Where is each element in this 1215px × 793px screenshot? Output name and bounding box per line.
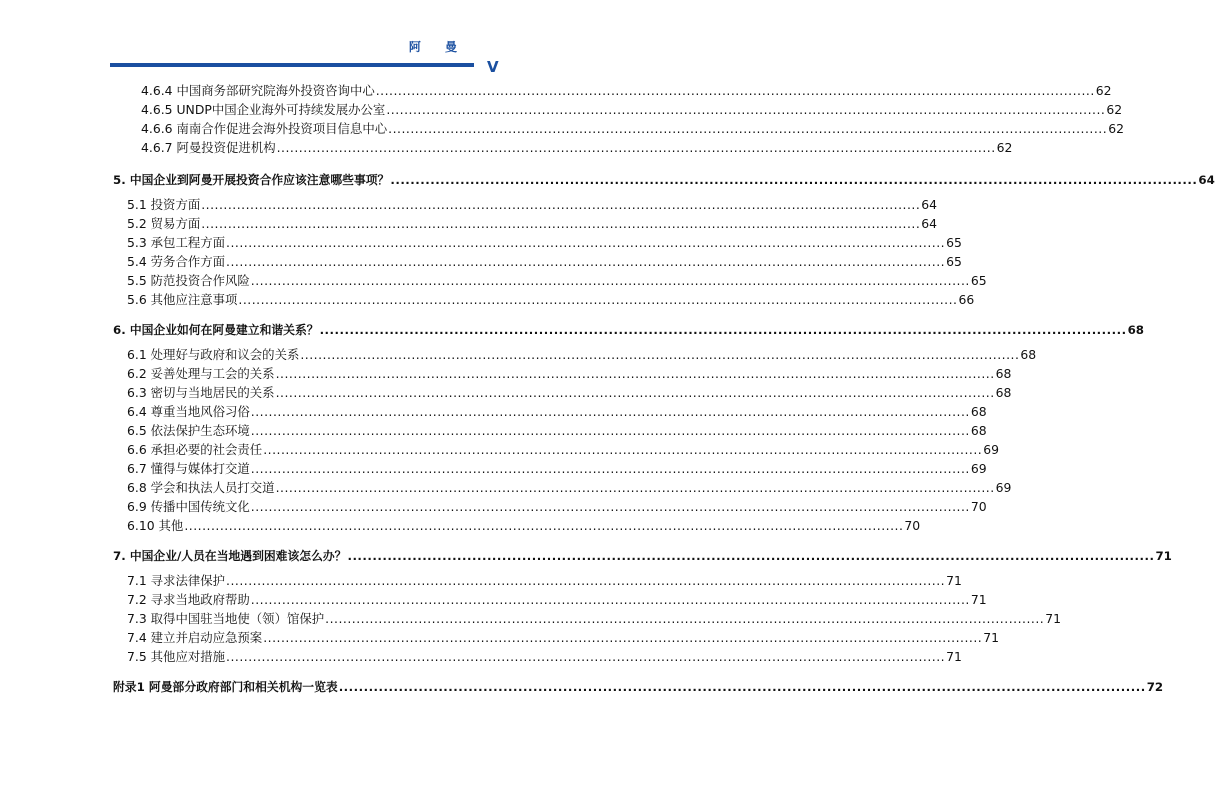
toc-entry-title: 贸易方面 — [150, 216, 201, 231]
leader-dots — [226, 573, 945, 589]
toc-entry-title: 密切与当地居民的关系 — [150, 385, 275, 400]
toc-entry-page: 70 — [904, 518, 921, 533]
toc-entry-title: 建立并启动应急预案 — [150, 630, 263, 645]
toc-entry-page: 71 — [946, 573, 962, 588]
toc-entry-page: 64 — [1198, 173, 1215, 187]
toc-entry-page: 68 — [1020, 347, 1037, 362]
toc-entry-page: 62 — [1106, 102, 1123, 117]
toc-entry-title: 寻求法律保护 — [150, 573, 226, 588]
toc-entry-title: 其他 — [158, 518, 184, 533]
toc-entry-page: 72 — [1146, 680, 1164, 694]
toc-entry[interactable] — [127, 423, 987, 439]
toc-entry[interactable] — [127, 385, 1012, 401]
toc-entry-number: 4.6.4 — [141, 83, 173, 98]
toc-entry[interactable] — [127, 197, 938, 213]
toc-entry-page: 62 — [1108, 121, 1124, 136]
toc-entry-number: 6.5 — [127, 423, 147, 438]
header-rule — [110, 63, 474, 67]
leader-dots — [263, 630, 982, 646]
toc-entry-title: 学会和执法人员打交道 — [150, 480, 275, 495]
toc-entry-page: 64 — [921, 216, 938, 231]
toc-entry-number: 6. — [113, 323, 126, 337]
toc-entry-number: 5.6 — [127, 292, 147, 307]
page-number: V — [487, 58, 499, 76]
toc-entry-page: 66 — [958, 292, 975, 307]
toc-entry-title: 承包工程方面 — [150, 235, 226, 250]
toc-entry-title: 其他应注意事项 — [150, 292, 238, 307]
toc-entry[interactable] — [127, 499, 987, 515]
toc-entry-title: 寻求当地政府帮助 — [150, 592, 250, 607]
toc-entry-number: 6.8 — [127, 480, 147, 495]
toc-entry-page: 69 — [995, 480, 1012, 495]
toc-entry-title: 中国企业/人员在当地遇到困难该怎么办？ — [129, 549, 347, 563]
leader-dots — [386, 102, 1105, 118]
leader-dots — [226, 254, 945, 270]
toc-chapter[interactable] — [113, 548, 1172, 564]
toc-entry-number: 5.5 — [127, 273, 147, 288]
toc-entry-title: 懂得与媒体打交道 — [150, 461, 250, 476]
toc-entry[interactable] — [127, 366, 1012, 382]
leader-dots — [339, 679, 1146, 695]
toc-entry-number: 7.1 — [127, 573, 147, 588]
leader-dots — [251, 273, 970, 289]
toc-entry-title: 依法保护生态环境 — [150, 423, 250, 438]
toc-entry[interactable] — [127, 235, 962, 251]
toc-entry-title: 承担必要的社会责任 — [150, 442, 263, 457]
leader-dots — [376, 83, 1095, 99]
toc-entry-page: 71 — [1155, 549, 1172, 563]
leader-dots — [388, 121, 1107, 137]
leader-dots — [277, 140, 996, 156]
leader-dots — [276, 480, 995, 496]
toc-entry-number: 6.1 — [127, 347, 147, 362]
toc-entry-page: 64 — [921, 197, 938, 212]
toc-entry-page: 71 — [946, 649, 962, 664]
toc-entry-title: 中国商务部研究院海外投资咨询中心 — [176, 83, 375, 98]
toc-entry-page: 65 — [970, 273, 987, 288]
toc-entry-title: 取得中国驻当地使（领）馆保护 — [150, 611, 325, 626]
toc-entry-title: UNDP中国企业海外可持续发展办公室 — [176, 102, 386, 117]
leader-dots — [238, 292, 957, 308]
toc-entry-number: 4.6.7 — [141, 140, 173, 155]
toc-entry-page: 70 — [970, 499, 987, 514]
toc-entry[interactable] — [141, 102, 1123, 118]
toc-chapter[interactable] — [113, 322, 1144, 338]
toc-entry-title: 防范投资合作风险 — [150, 273, 250, 288]
toc-entry-number: 6.7 — [127, 461, 147, 476]
toc-entry-page: 65 — [946, 254, 962, 269]
leader-dots — [201, 216, 920, 232]
toc-entry[interactable] — [141, 83, 1112, 99]
leader-dots — [226, 649, 945, 665]
toc-entry-page: 68 — [970, 404, 987, 419]
toc-entry-page: 62 — [1095, 83, 1112, 98]
toc-entry-number: 5.1 — [127, 197, 147, 212]
toc-chapter[interactable] — [113, 172, 1215, 188]
toc-entry[interactable] — [127, 273, 987, 289]
toc-entry-number: 5.3 — [127, 235, 147, 250]
toc-entry-title: 劳务合作方面 — [150, 254, 226, 269]
toc-entry-number: 5.4 — [127, 254, 147, 269]
toc-entry[interactable] — [141, 140, 1013, 156]
toc-entry-number: 7.3 — [127, 611, 147, 626]
leader-dots — [320, 322, 1127, 338]
leader-dots — [390, 172, 1197, 188]
leader-dots — [251, 461, 970, 477]
toc-entry-number: 6.2 — [127, 366, 147, 381]
toc-entry-page: 71 — [983, 630, 1000, 645]
toc-entry-page: 65 — [946, 235, 962, 250]
leader-dots — [251, 404, 970, 420]
running-title: 阿 曼 — [408, 40, 467, 54]
toc-entry[interactable] — [127, 480, 1012, 496]
toc-entry-number: 6.3 — [127, 385, 147, 400]
toc-entry-number: 5.2 — [127, 216, 147, 231]
toc-entry-title: 中国企业如何在阿曼建立和谐关系？ — [129, 323, 319, 337]
toc-entry[interactable] — [127, 649, 962, 665]
toc-entry[interactable] — [127, 461, 987, 477]
toc-entry-number: 7.4 — [127, 630, 147, 645]
leader-dots — [201, 197, 920, 213]
toc-entry-number: 6.10 — [127, 518, 155, 533]
toc-entry[interactable] — [127, 518, 921, 534]
toc-entry-number: 4.6.5 — [141, 102, 173, 117]
toc-entry-page: 71 — [970, 592, 987, 607]
toc-entry-page: 69 — [970, 461, 987, 476]
toc-entry-title: 处理好与政府和议会的关系 — [150, 347, 300, 362]
toc-entry-title: 中国企业到阿曼开展投资合作应该注意哪些事项？ — [129, 173, 390, 187]
toc-entry-number: 7.2 — [127, 592, 147, 607]
leader-dots — [184, 518, 903, 534]
toc-entry[interactable] — [127, 573, 962, 589]
toc-entry-title: 其他应对措施 — [150, 649, 226, 664]
toc-entry-number: 6.9 — [127, 499, 147, 514]
toc-entry-number: 7. — [113, 549, 126, 563]
leader-dots — [251, 423, 970, 439]
toc-entry-page: 69 — [983, 442, 1000, 457]
toc-entry-page: 68 — [1127, 323, 1144, 337]
toc-entry-title: 尊重当地风俗习俗 — [150, 404, 250, 419]
toc-entry-number: 7.5 — [127, 649, 147, 664]
toc-entry[interactable] — [141, 121, 1124, 137]
toc-entry-title: 传播中国传统文化 — [150, 499, 250, 514]
toc-entry[interactable] — [127, 630, 1000, 646]
toc-entry-page: 68 — [995, 385, 1012, 400]
leader-dots — [226, 235, 945, 251]
toc-entry-number: 6.6 — [127, 442, 147, 457]
toc-entry-title: 阿曼投资促进机构 — [176, 140, 276, 155]
toc-entry-title: 南南合作促进会海外投资项目信息中心 — [176, 121, 388, 136]
toc-entry-page: 68 — [970, 423, 987, 438]
leader-dots — [251, 499, 970, 515]
toc-entry[interactable] — [127, 404, 987, 420]
toc-entry-page: 71 — [1045, 611, 1061, 626]
toc-entry-number: 附录1 — [113, 680, 145, 694]
toc-entry-title: 妥善处理与工会的关系 — [150, 366, 275, 381]
leader-dots — [276, 385, 995, 401]
leader-dots — [347, 548, 1154, 564]
toc-entry[interactable] — [127, 254, 962, 270]
leader-dots — [263, 442, 982, 458]
toc-entry-title: 阿曼部分政府部门和相关机构一览表 — [148, 680, 338, 694]
toc-entry-number: 4.6.6 — [141, 121, 173, 136]
toc-entry[interactable] — [127, 347, 1037, 363]
toc-appendix[interactable] — [113, 679, 1164, 695]
toc-entry-page: 68 — [995, 366, 1012, 381]
toc-entry[interactable] — [127, 592, 987, 608]
leader-dots — [325, 611, 1044, 627]
leader-dots — [276, 366, 995, 382]
leader-dots — [300, 347, 1019, 363]
toc-entry-number: 6.4 — [127, 404, 147, 419]
toc-entry-page: 62 — [996, 140, 1013, 155]
toc-entry[interactable] — [127, 442, 1000, 458]
toc-entry-number: 5. — [113, 173, 126, 187]
toc-entry[interactable] — [127, 216, 938, 232]
toc-entry-title: 投资方面 — [150, 197, 201, 212]
toc-entry[interactable] — [127, 292, 975, 308]
toc-entry[interactable] — [127, 611, 1061, 627]
leader-dots — [251, 592, 970, 608]
